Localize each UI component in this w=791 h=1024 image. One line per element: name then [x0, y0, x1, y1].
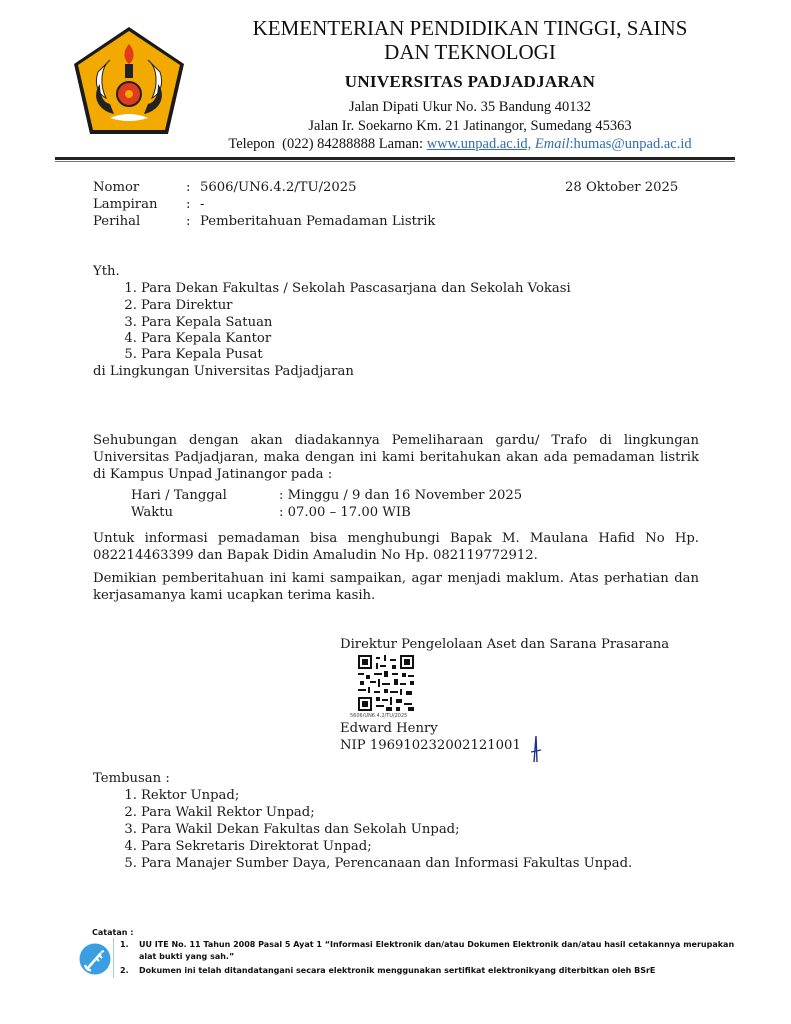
- note-num: 2.: [120, 966, 129, 975]
- body-paragraph-1: Sehubungan dengan akan diadakannya Pemeliharaan gardu/ Trafo di lingkungan Universitas Padjadjaran, maka dengan ini kami beritahukan akan ada pemadaman listrik di Kampus Unpad Jatinangor pada :: [93, 433, 699, 482]
- schedule-day-label: Hari / Tanggal: [131, 488, 227, 503]
- recipient-num: 1.: [124, 281, 137, 296]
- cc-num: 1.: [124, 788, 137, 803]
- contact-line: [180, 136, 740, 153]
- lampiran-label: Lampiran: [93, 197, 158, 212]
- cc-item: Para Wakil Dekan Fakultas dan Sekolah Unpad;: [141, 822, 460, 837]
- qr-caption: 5606/UN6.4.2/TU/2025: [350, 713, 408, 719]
- address-jatinangor: Jalan Ir. Soekarno Km. 21 Jatinangor, Sumedang 45363: [308, 118, 632, 134]
- cc-num: 2.: [124, 805, 137, 820]
- note-num: 1.: [120, 940, 129, 949]
- cc-num: 4.: [124, 839, 137, 854]
- nomor-label: Nomor: [93, 180, 140, 195]
- website-link[interactable]: www.unpad.ac.id,: [426, 136, 532, 152]
- recipient-num: 2.: [124, 298, 137, 313]
- lampiran-value: -: [200, 197, 205, 212]
- perihal-colon: :: [186, 214, 191, 229]
- notes-title: Catatan :: [92, 928, 134, 937]
- schedule-time-value: : 07.00 – 17.00 WIB: [279, 505, 411, 520]
- phone-text: Telepon (022) 84288888 Laman:: [228, 136, 427, 152]
- cc-item: Para Manajer Sumber Daya, Perencanaan dan Informasi Fakultas Unpad.: [141, 856, 633, 871]
- bsre-key-icon: [79, 943, 111, 975]
- salutation: Yth.: [93, 264, 120, 279]
- qr-code[interactable]: [358, 655, 414, 711]
- nomor-value: 5606/UN6.4.2/TU/2025: [200, 180, 357, 195]
- email-link[interactable]: :humas@unpad.ac.id: [569, 136, 692, 152]
- ministry-title-line2: DAN TEKNOLOGI: [384, 40, 556, 64]
- body-paragraph-3: Demikian pemberitahuan ini kami sampaikan, agar menjadi maklum. Atas perhatian dan kerjasamanya kami ucapkan terima kasih.: [93, 571, 699, 603]
- note-item-1-cont: alat bukti yang sah.”: [139, 952, 235, 961]
- university-logo: [70, 24, 188, 138]
- recipient-num: 3.: [124, 315, 137, 330]
- nomor-colon: :: [186, 180, 191, 195]
- recipient-item: Para Dekan Fakultas / Sekolah Pascasarjana dan Sekolah Vokasi: [141, 281, 571, 296]
- recipient-num: 5.: [124, 347, 137, 362]
- address-bandung: Jalan Dipati Ukur No. 35 Bandung 40132: [348, 99, 592, 115]
- cc-num: 3.: [124, 822, 137, 837]
- note-item-2: Dokumen ini telah ditandatangani secara elektronik menggunakan sertifikat elektronikyang diterbitkan oleh BSrE: [139, 966, 656, 975]
- signatory-position: Direktur Pengelolaan Aset dan Sarana Prasarana: [340, 637, 670, 652]
- letter-date: 28 Oktober 2025: [565, 180, 679, 195]
- perihal-value: Pemberitahuan Pemadaman Listrik: [200, 214, 436, 229]
- cc-num: 5.: [124, 856, 137, 871]
- cc-item: Para Wakil Rektor Unpad;: [141, 805, 315, 820]
- recipient-item: Para Kepala Pusat: [141, 347, 263, 362]
- recipient-item: Para Kepala Kantor: [141, 331, 272, 346]
- notes-divider: [113, 938, 114, 978]
- recipient-item: Para Direktur: [141, 298, 233, 313]
- letterhead-divider-thin: [55, 161, 735, 162]
- note-item-1: UU ITE No. 11 Tahun 2008 Pasal 5 Ayat 1 “Informasi Elektronik dan/atau Dokumen Elektronik dan/atau hasil cetakannya merupakan: [139, 940, 735, 949]
- lampiran-colon: :: [186, 197, 191, 212]
- ministry-title-line1: KEMENTERIAN PENDIDIKAN TINGGI, SAINS: [252, 16, 688, 40]
- recipient-location: di Lingkungan Universitas Padjadjaran: [93, 364, 354, 379]
- signatory-name: Edward Henry: [340, 721, 438, 736]
- email-label: Email: [534, 136, 570, 152]
- schedule-day-value: : Minggu / 9 dan 16 November 2025: [279, 488, 523, 503]
- signature-mark-icon: [528, 734, 544, 768]
- letterhead-divider: [55, 157, 735, 160]
- recipient-item: Para Kepala Satuan: [141, 315, 273, 330]
- cc-item: Rektor Unpad;: [141, 788, 240, 803]
- cc-title: Tembusan :: [93, 771, 170, 786]
- university-name: UNIVERSITAS PADJADJARAN: [344, 72, 596, 91]
- body-paragraph-2: Untuk informasi pemadaman bisa menghubungi Bapak M. Maulana Hafid No Hp. 082214463399 dan Bapak Didin Amaludin No Hp. 082119772912.: [93, 531, 699, 563]
- recipient-num: 4.: [124, 331, 137, 346]
- signatory-nip: NIP 196910232002121001: [340, 738, 521, 753]
- perihal-label: Perihal: [93, 214, 141, 229]
- cc-item: Para Sekretaris Direktorat Unpad;: [141, 839, 372, 854]
- schedule-time-label: Waktu: [131, 505, 174, 520]
